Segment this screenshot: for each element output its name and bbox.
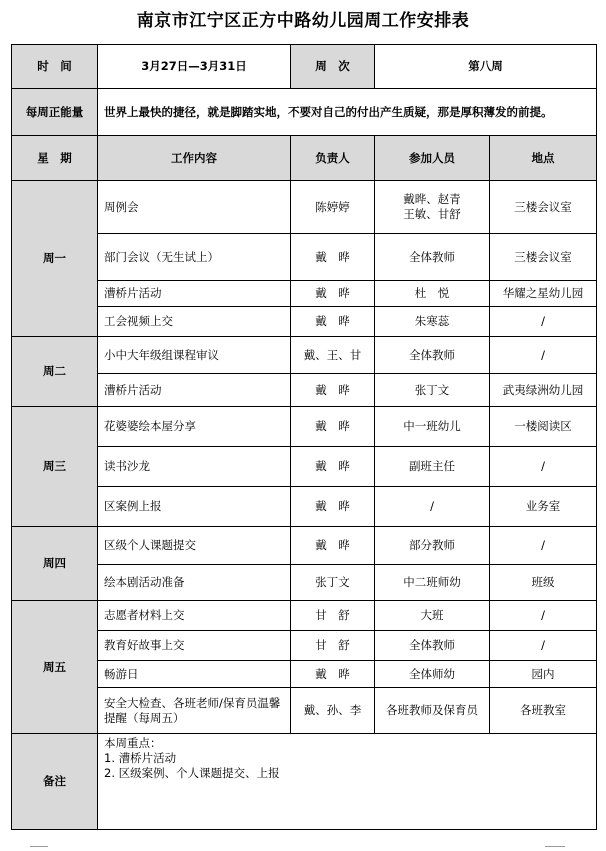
participants-cell: 全体教师 [375, 631, 490, 661]
col-content: 工作内容 [98, 136, 291, 181]
notes-heading: 本周重点： [104, 736, 162, 750]
schedule-row [12, 601, 597, 631]
owner-cell: 戴 晔 [291, 407, 375, 447]
schedule-row [12, 527, 597, 565]
owner-cell: 戴 晔 [291, 234, 375, 281]
task-cell: 教育好故事上交 [98, 631, 291, 661]
schedule-row [12, 631, 597, 661]
participants-cell: 全体教师 [375, 337, 490, 374]
location-cell: / [490, 337, 597, 374]
participants-cell: 部分教师 [375, 527, 490, 565]
owner-cell: 戴 晔 [291, 527, 375, 565]
notes-line: 2. 区级案例、个人课题提交、上报 [104, 766, 280, 780]
participants-cell: 张丁文 [375, 374, 490, 407]
col-owner: 负责人 [291, 136, 375, 181]
participants-cell: / [375, 487, 490, 527]
location-cell: / [490, 307, 597, 337]
owner-cell: 戴 晔 [291, 661, 375, 688]
owner-cell: 甘 舒 [291, 631, 375, 661]
day-cell: 周一 [12, 181, 98, 337]
location-cell: 园内 [490, 661, 597, 688]
motto-row [12, 89, 597, 136]
location-cell: 各班教室 [490, 688, 597, 734]
col-day: 星 期 [12, 136, 98, 181]
schedule-row [12, 281, 597, 307]
task-cell: 小中大年级组课程审议 [98, 337, 291, 374]
participants-cell: 各班教师及保育员 [375, 688, 490, 734]
schedule-row [12, 447, 597, 487]
owner-cell: 张丁文 [291, 565, 375, 601]
location-cell: / [490, 527, 597, 565]
day-cell: 周五 [12, 601, 98, 734]
footer-rule [0, 846, 606, 851]
schedule-table [11, 44, 597, 830]
location-cell: / [490, 447, 597, 487]
task-cell: 漕桥片活动 [98, 374, 291, 407]
schedule-row [12, 565, 597, 601]
week-label: 周 次 [291, 45, 375, 89]
day-cell: 周三 [12, 407, 98, 527]
location-cell: / [490, 631, 597, 661]
schedule-row [12, 181, 597, 234]
schedule-row [12, 407, 597, 447]
notes-line: 1. 漕桥片活动 [104, 751, 177, 765]
header-row [12, 45, 597, 89]
participants-cell: 副班主任 [375, 447, 490, 487]
task-cell: 部门会议（无生试上） [98, 234, 291, 281]
page-title: 南京市江宁区正方中路幼儿园周工作安排表 [136, 11, 470, 31]
owner-cell: 陈婷婷 [291, 181, 375, 234]
schedule-row [12, 661, 597, 688]
location-cell: 班级 [490, 565, 597, 601]
notes-content [98, 734, 597, 830]
location-cell: 华耀之星幼儿园 [490, 281, 597, 307]
task-cell: 区案例上报 [98, 487, 291, 527]
task-cell: 畅游日 [98, 661, 291, 688]
column-header-row [12, 136, 597, 181]
task-cell: 志愿者材料上交 [98, 601, 291, 631]
schedule-row [12, 487, 597, 527]
schedule-row [12, 688, 597, 734]
task-cell: 绘本剧活动准备 [98, 565, 291, 601]
owner-cell: 戴 晔 [291, 487, 375, 527]
task-cell: 读书沙龙 [98, 447, 291, 487]
col-participants: 参加人员 [375, 136, 490, 181]
task-cell: 安全大检查、各班老师/保育员温馨提醒（每周五） [98, 688, 291, 734]
owner-cell: 甘 舒 [291, 601, 375, 631]
owner-cell: 戴 晔 [291, 281, 375, 307]
week-value: 第八周 [375, 45, 597, 89]
participants-cell: 全体师幼 [375, 661, 490, 688]
participants-cell: 朱寒蕊 [375, 307, 490, 337]
participants-cell: 戴晔、赵青 王敏、甘舒 [375, 181, 490, 234]
owner-cell: 戴 晔 [291, 447, 375, 487]
owner-cell: 戴 晔 [291, 374, 375, 407]
time-value: 3月27日—3月31日 [98, 45, 291, 89]
col-location: 地点 [490, 136, 597, 181]
location-cell: 武夷绿洲幼儿园 [490, 374, 597, 407]
location-cell: 一楼阅读区 [490, 407, 597, 447]
location-cell: 业务室 [490, 487, 597, 527]
notes-row [12, 734, 597, 830]
schedule-row [12, 307, 597, 337]
owner-cell: 戴、孙、李 [291, 688, 375, 734]
location-cell: 三楼会议室 [490, 234, 597, 281]
participants-cell: 大班 [375, 601, 490, 631]
task-cell: 周例会 [98, 181, 291, 234]
schedule-row [12, 374, 597, 407]
participants-cell: 全体教师 [375, 234, 490, 281]
task-cell: 漕桥片活动 [98, 281, 291, 307]
schedule-row [12, 234, 597, 281]
location-cell: 三楼会议室 [490, 181, 597, 234]
owner-cell: 戴、王、甘 [291, 337, 375, 374]
notes-label: 备注 [12, 734, 98, 830]
location-cell: / [490, 601, 597, 631]
task-cell: 花婆婆绘本屋分享 [98, 407, 291, 447]
day-cell: 周二 [12, 337, 98, 407]
time-label: 时 间 [12, 45, 98, 89]
participants-cell: 杜 悦 [375, 281, 490, 307]
task-cell: 工会视频上交 [98, 307, 291, 337]
motto-text: 世界上最快的捷径，就是脚踏实地，不要对自己的付出产生质疑，那是厚积薄发的前提。 [98, 89, 597, 136]
schedule-row [12, 337, 597, 374]
owner-cell: 戴 晔 [291, 307, 375, 337]
participants-cell: 中一班幼儿 [375, 407, 490, 447]
day-cell: 周四 [12, 527, 98, 601]
participants-cell: 中二班师幼 [375, 565, 490, 601]
motto-label: 每周正能量 [12, 89, 98, 136]
task-cell: 区级个人课题提交 [98, 527, 291, 565]
